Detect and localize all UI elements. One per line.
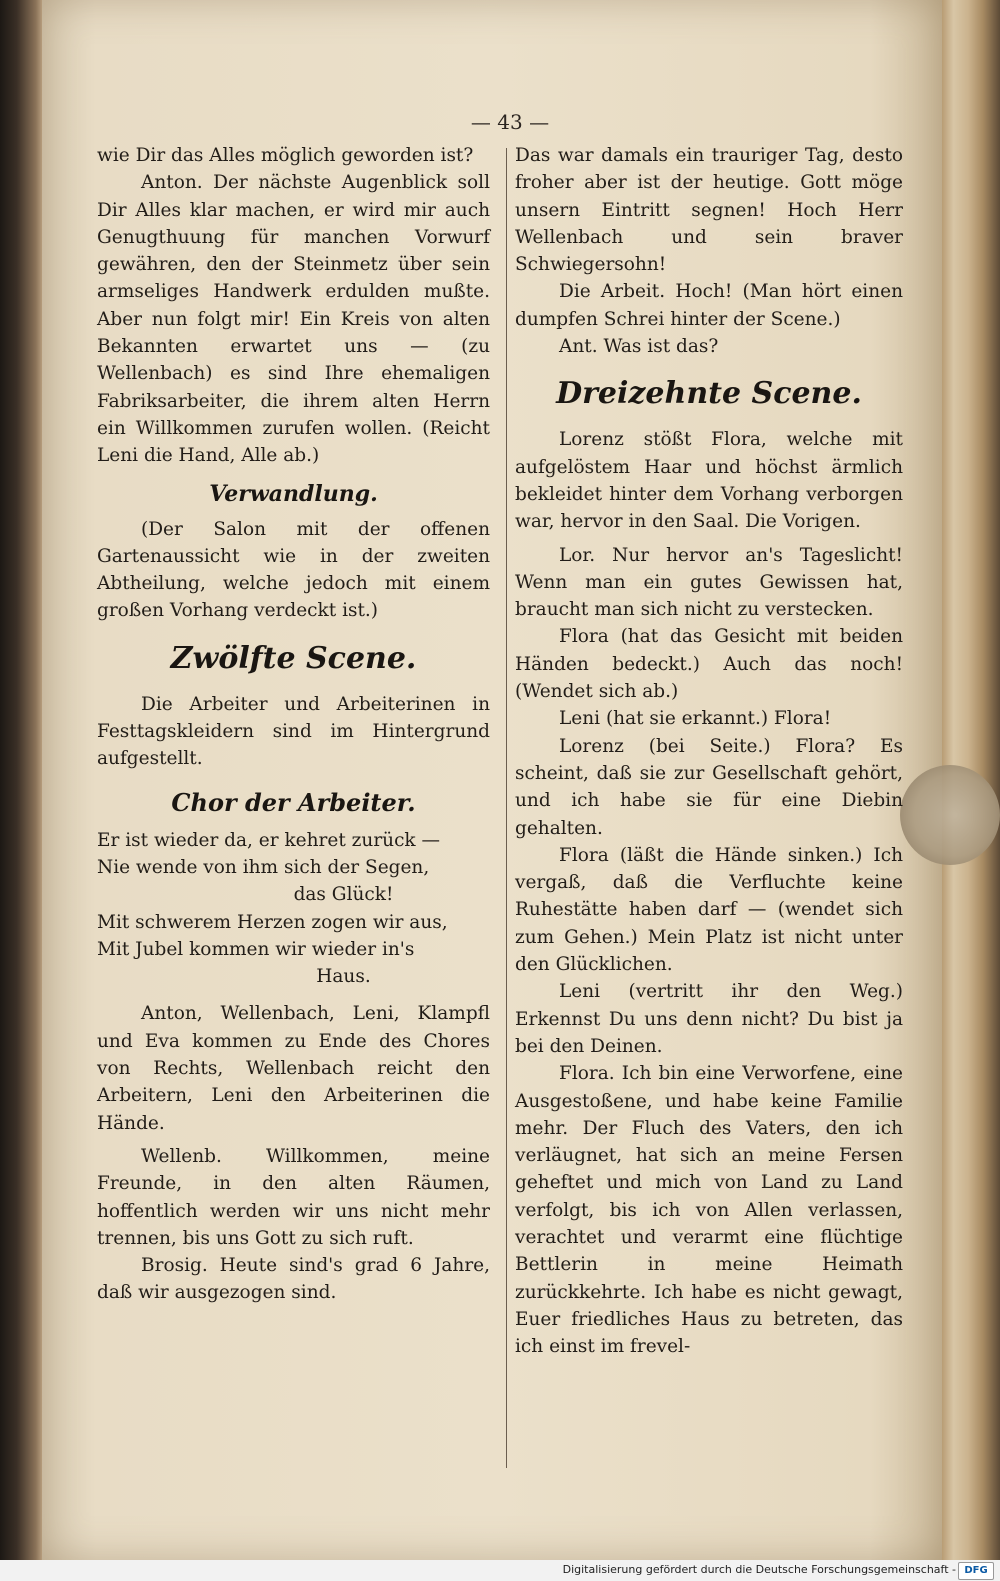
column-divider (506, 148, 507, 1468)
dialogue-line: Lor. Nur hervor an's Tageslicht! Wenn man ein gutes Gewissen hat, braucht man sich nicht zu verstecken. (515, 544, 903, 621)
footer-credit: Digitalisierung gefördert durch die Deutsche Forschungsgemeinschaft - (562, 1563, 956, 1576)
verse-line: Er ist wieder da, er kehret zurück — (97, 829, 441, 851)
dialogue-line: Die Arbeit. Hoch! (Man hört einen dumpfen Schrei hinter der Scene.) (515, 281, 903, 330)
dialogue-line: Brosig. Heute sind's grad 6 Jahre, daß wir ausgezogen sind. (97, 1255, 490, 1304)
dfg-logo: DFG (958, 1562, 994, 1580)
dialogue-line: Ant. Was ist das? (559, 336, 719, 358)
paragraph: wie Dir das Alles möglich geworden ist? (97, 145, 474, 166)
dialogue-line: Flora. Ich bin eine Verworfene, eine Ausgestoßene, und habe keine Familie mehr. Der Fluch des Vaters, den ich verläugnet, hat sich an meine Fersen geheftet und mich von Land zu Land verfolgt, bis ich von Allen verlassen, verachtet und verarmt eine flüchtige Bettlerin in meine Heimath zurückkehrte. Ich habe es nicht gewagt, Euer friedliches Haus zu betreten, das ich einst im frevel- (515, 1063, 903, 1358)
page-number: — 43 — (470, 110, 550, 134)
stage-direction: (Der Salon mit der offenen Gartenaussicht wie in der zweiten Abtheilung, welche jedoch mit einem großen Vorhang verdeckt ist.) (97, 518, 490, 622)
verse-line: Mit schwerem Herzen zogen wir aus, (97, 911, 448, 933)
heading-verwandlung: Verwandlung. (209, 480, 378, 507)
stage-direction: Anton, Wellenbach, Leni, Klampfl und Eva kommen zu Ende des Chores von Rechts, Wellenbach reicht den Arbeitern, Leni den Arbeiterinen die Hände. (97, 1003, 490, 1134)
dialogue-line: Leni (hat sie erkannt.) Flora! (559, 708, 832, 730)
verse-line: Nie wende von ihm sich der Segen, (97, 856, 430, 878)
page-fold-mark (900, 765, 1000, 865)
stage-direction: Die Arbeiter und Arbeiterinen in Festtagskleidern sind im Hintergrund aufgestellt. (97, 693, 490, 770)
heading-scene-thirteen: Dreizehnte Scene. (556, 376, 862, 412)
heading-scene-twelve: Zwölfte Scene. (170, 640, 417, 676)
paragraph: Anton. Der nächste Augenblick soll Dir Alles klar machen, er wird mir auch Genugthuung für manchen Vorwurf gewähren, den der Steinmetz über sein armseliges Handwerk erdulden mußte. Aber nun folgt mir! Ein Kreis von alten Bekannten erwartet uns — (zu Wellenbach) es sind Ihre ehemaligen Fabriksarbeiter, die ihrem alten Herrn ein Willkommen zurufen wollen. (Reicht Leni die Hand, Alle ab.) (97, 172, 490, 467)
dialogue-line: Flora (hat das Gesicht mit beiden Händen bedeckt.) Auch das noch! (Wendet sich ab.) (515, 626, 903, 703)
paragraph: Das war damals ein trauriger Tag, desto froher aber ist der heutige. Gott möge unsern Eintritt segnen! Hoch Herr Wellenbach und sein braver Schwiegersohn! (515, 145, 903, 276)
left-column (97, 142, 490, 1307)
verse-line: das Glück! (293, 884, 394, 906)
stage-direction: Lorenz stößt Flora, welche mit aufgelöstem Haar und höchst ärmlich bekleidet hinter dem Vorhang verborgen war, hervor in den Saal. Die Vorigen. (515, 429, 903, 533)
dialogue-line: Lorenz (bei Seite.) Flora? Es scheint, daß sie zur Gesellschaft gehört, und ich habe sie für eine Diebin gehalten. (515, 735, 903, 839)
book-gutter-left (0, 0, 42, 1581)
dialogue-line: Leni (vertritt ihr den Weg.) Erkennst Du uns denn nicht? Du bist ja bei den Deinen. (515, 981, 903, 1057)
dialogue-line: Wellenb. Willkommen, meine Freunde, in den alten Räumen, hoffentlich werden wir uns nicht mehr trennen, bis uns Gott zu sich ruft. (97, 1145, 490, 1249)
verse-line: Haus. (316, 966, 371, 988)
heading-chorus: Chor der Arbeiter. (171, 787, 416, 817)
dialogue-line: Flora (läßt die Hände sinken.) Ich vergaß, daß die Verfluchte keine Ruhestätte haben darf — (wendet sich zum Gehen.) Mein Platz ist nicht unter den Glücklichen. (515, 844, 903, 976)
right-column (515, 142, 903, 1360)
verse-line: Mit Jubel kommen wir wieder in's (97, 938, 415, 960)
